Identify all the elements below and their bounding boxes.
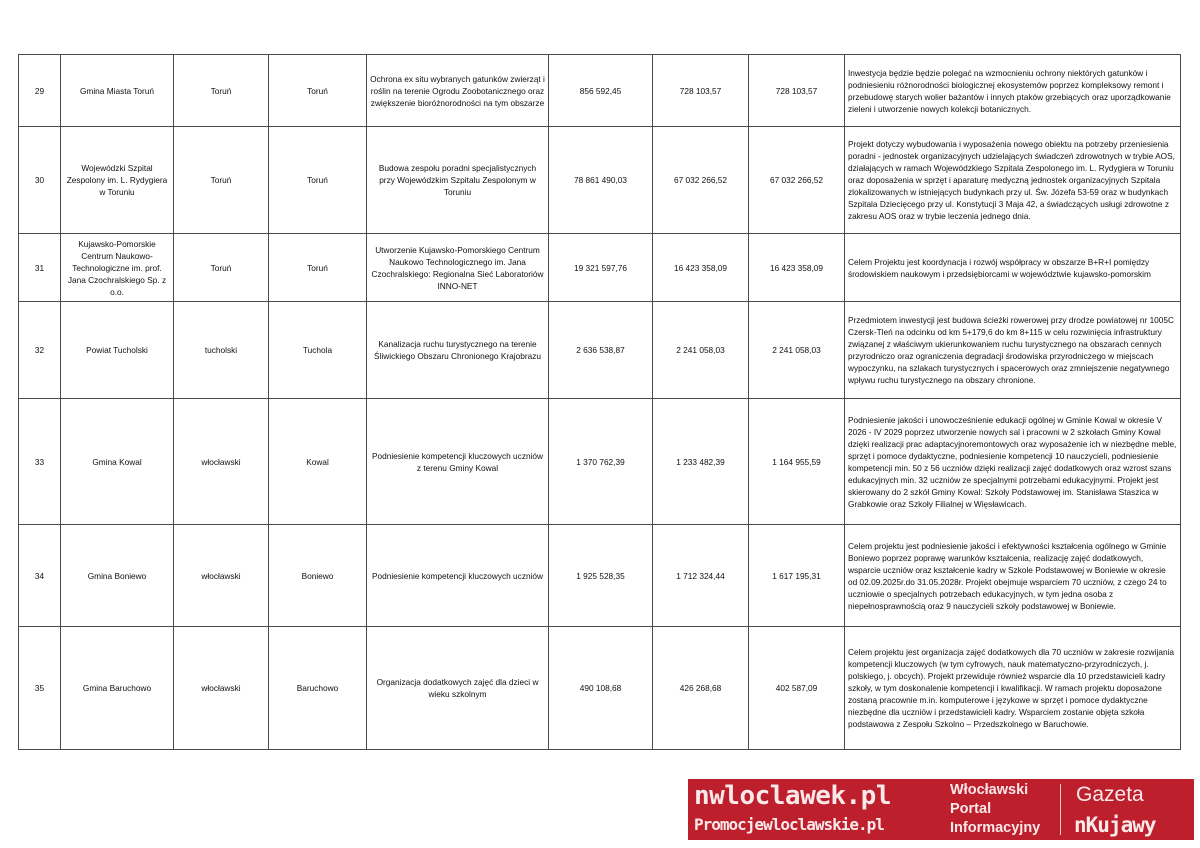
cofinancing-cell: 1 617 195,31 <box>749 525 845 627</box>
cofinancing-cell: 728 103,57 <box>749 55 845 127</box>
projects-table <box>18 54 1181 750</box>
cofinancing-cell: 2 241 058,03 <box>749 302 845 399</box>
eligible-cost-cell: 1 233 482,39 <box>653 399 749 525</box>
table-row <box>19 127 1181 234</box>
row-number: 31 <box>19 234 61 302</box>
beneficiary-cell: Kujawsko-Pomorskie Centrum Naukowo-Technologiczne im. prof. Jana Czochralskiego Sp. z o.o. <box>61 234 174 302</box>
total-cost-cell: 78 861 490,03 <box>549 127 653 234</box>
place-cell: Kowal <box>269 399 367 525</box>
total-cost-cell: 1 370 762,39 <box>549 399 653 525</box>
description-cell: Inwestycja będzie będzie polegać na wzmocnieniu ochrony niektórych gatunków i podniesieniu różnorodności biologicznej ekosystemów poprzez kompleksowy remont i przebudowę starych wolier bażantów i innych ptaków grzebiących oraz uporządkowanie zieleni i utworzenie nowych kolekcji botanicznych. <box>845 55 1181 127</box>
gazeta-name: nKujawy <box>1074 813 1156 837</box>
county-cell: Toruń <box>174 234 269 302</box>
place-cell: Boniewo <box>269 525 367 627</box>
project-title-cell: Organizacja dodatkowych zajęć dla dzieci w wieku szkolnym <box>367 627 549 750</box>
beneficiary-cell: Gmina Kowal <box>61 399 174 525</box>
watermark-banner <box>688 779 1194 840</box>
total-cost-cell: 1 925 528,35 <box>549 525 653 627</box>
county-cell: tucholski <box>174 302 269 399</box>
row-number: 34 <box>19 525 61 627</box>
total-cost-cell: 2 636 538,87 <box>549 302 653 399</box>
project-title-cell: Podniesienie kompetencji kluczowych uczniów z terenu Gminy Kowal <box>367 399 549 525</box>
beneficiary-cell: Powiat Tucholski <box>61 302 174 399</box>
row-number: 32 <box>19 302 61 399</box>
beneficiary-cell: Gmina Miasta Toruń <box>61 55 174 127</box>
project-title-cell: Podniesienie kompetencji kluczowych uczniów <box>367 525 549 627</box>
place-cell: Toruń <box>269 234 367 302</box>
row-number: 35 <box>19 627 61 750</box>
description-cell: Celem projektu jest organizacja zajęć dodatkowych dla 70 uczniów w zakresie rozwijania kompetencji kluczowych (w tym cyfrowych, nauk matematyczno-przyrodniczych, j. polskiego, j. obcych). Projekt przewiduje również wsparcie dla 10 przedstawicieli kadry szkoły, w tym doskonalenie kompetencji i kwalifikacji. W ramach projektu doposażone zostaną pracownie m.in. komputerowe i językowe w sprzęt i pomoce dydaktyczne niezbędne dla uczniów i przedstawicieli kadry. Wsparciem zostanie objęta szkoła podstawowa z Zespołu Szkolno – Przedszkolnego w Baruchowie. <box>845 627 1181 750</box>
portal-line: Informacyjny <box>950 820 1041 836</box>
nwloclawek-logo <box>688 779 942 840</box>
gazeta-label: Gazeta <box>1076 783 1144 806</box>
site-name: nwloclawek.pl <box>694 781 891 811</box>
place-cell: Baruchowo <box>269 627 367 750</box>
county-cell: Toruń <box>174 55 269 127</box>
total-cost-cell: 490 108,68 <box>549 627 653 750</box>
project-title-cell: Kanalizacja ruchu turystycznego na terenie Śliwickiego Obszaru Chronionego Krajobrazu <box>367 302 549 399</box>
table-body <box>19 55 1181 750</box>
row-number: 33 <box>19 399 61 525</box>
eligible-cost-cell: 728 103,57 <box>653 55 749 127</box>
beneficiary-cell: Gmina Baruchowo <box>61 627 174 750</box>
place-cell: Toruń <box>269 127 367 234</box>
total-cost-cell: 19 321 597,76 <box>549 234 653 302</box>
county-cell: włocławski <box>174 399 269 525</box>
table-row <box>19 627 1181 750</box>
table-row <box>19 234 1181 302</box>
eligible-cost-cell: 1 712 324,44 <box>653 525 749 627</box>
portal-line: Portal <box>950 801 992 817</box>
eligible-cost-cell: 16 423 358,09 <box>653 234 749 302</box>
total-cost-cell: 856 592,45 <box>549 55 653 127</box>
description-cell: Przedmiotem inwestycji jest budowa ścieżki rowerowej przy drodze powiatowej nr 1005C Czersk-Tleń na odcinku od km 5+179,6 do km 8+115 w celu rozwinięcia infrastruktury związanej z właściwym ukierunkowaniem ruchu turystycznego na obszarach cennych przyrodniczo oraz ograniczenia degradacji środowiska przyrodniczego w miejscach wypoczynku, na szlakach turystycznych i spacerowych oraz zmniejszenie negatywnego wpływu ruchu turystycznego na obszary chronione. <box>845 302 1181 399</box>
county-cell: Toruń <box>174 127 269 234</box>
beneficiary-cell: Wojewódzki Szpital Zespolony im. L. Rydygiera w Toruniu <box>61 127 174 234</box>
table-row <box>19 55 1181 127</box>
table-row <box>19 302 1181 399</box>
promo-site-name: Promocjewloclawskie.pl <box>694 815 884 834</box>
county-cell: włocławski <box>174 525 269 627</box>
county-cell: włocławski <box>174 627 269 750</box>
table-row <box>19 525 1181 627</box>
eligible-cost-cell: 426 268,68 <box>653 627 749 750</box>
description-cell: Celem projektu jest podniesienie jakości i efektywności kształcenia ogólnego w Gminie Boniewo poprzez poprawę warunków kształcenia, realizację zajęć dodatkowych, wsparcie uczniów oraz kształcenie kadry w Szkole Podstawowej w Boniewie w okresie od 02.09.2025r.do 31.05.2028r. Projekt obejmuje wsparciem 70 uczniów, z czego 24 to uczniowie o specjalnych potrzebach edukacyjnych, w tym jedna osoba z niepełnosprawnością oraz 9 nauczycieli szkoły podstawowej w Boniewie. <box>845 525 1181 627</box>
table-row <box>19 399 1181 525</box>
cofinancing-cell: 67 032 266,52 <box>749 127 845 234</box>
portal-line: Włocławski <box>950 782 1029 798</box>
project-title-cell: Ochrona ex situ wybranych gatunków zwierząt i roślin na terenie Ogrodu Zoobotanicznego oraz zwiększenie bioróżnorodności na tym obszarze <box>367 55 549 127</box>
eligible-cost-cell: 67 032 266,52 <box>653 127 749 234</box>
cofinancing-cell: 16 423 358,09 <box>749 234 845 302</box>
place-cell: Toruń <box>269 55 367 127</box>
cofinancing-cell: 1 164 955,59 <box>749 399 845 525</box>
banner-divider <box>1060 784 1061 835</box>
beneficiary-cell: Gmina Boniewo <box>61 525 174 627</box>
project-title-cell: Utworzenie Kujawsko-Pomorskiego Centrum Naukowo Technologicznego im. Jana Czochralskiego: Regionalna Sieć Laboratoriów INNO-NET <box>367 234 549 302</box>
description-cell: Projekt dotyczy wybudowania i wyposażenia nowego obiektu na potrzeby przeniesienia poradni - jednostek organizacyjnych udzielających świadczeń zdrowotnych w trybie AOS, działających w ramach Wojewódzkiego Szpitala Zespolonego im. L. Rydygiera w Toruniu oraz doposażenia w sprzęt i aparaturę medyczną jednostek organizacyjnych Szpitala zlokalizowanych w istniejących budynkach przy ul. Św. Józefa 53-59 oraz w budynkach Szpitala Dziecięcego przy ul. Konstytucji 3 Maja 42, a świadczących usługi zdrowotne z zakresu AOS oraz w trybie leczenia jednego dnia. <box>845 127 1181 234</box>
project-title-cell: Budowa zespołu poradni specjalistycznych przy Wojewódzkim Szpitalu Zespolonym w Toruniu <box>367 127 549 234</box>
description-cell: Podniesienie jakości i unowocześnienie edukacji ogólnej w Gminie Kowal w okresie V 2026 - IV 2029 poprzez utworzenie nowych sal i pracowni w 2 szkołach Gminy Kowal dzięki realizacji prac adaptacyjnoremontowych oraz wyposażenie ich w niezbędne meble, sprzęt i pomoce dydaktyczne, podniesienie kompetencji 10 nauczycieli, podniesienie kompetencji min. 50 z 56 uczniów dzięki realizacji zajęć dodatkowych oraz wzrost szans edukacyjnych min. 32 uczniów ze specjalnymi potrzebami edukacyjnymi. Projekt jest skierowany do 2 szkół Gminy Kowal: Szkoły Podstawowej im. Stanisława Staszica w Grabkowie oraz Szkoły Filialnej w Więsławicach. <box>845 399 1181 525</box>
portal-tagline <box>950 781 1060 838</box>
row-number: 29 <box>19 55 61 127</box>
place-cell: Tuchola <box>269 302 367 399</box>
cofinancing-cell: 402 587,09 <box>749 627 845 750</box>
row-number: 30 <box>19 127 61 234</box>
eligible-cost-cell: 2 241 058,03 <box>653 302 749 399</box>
description-cell: Celem Projektu jest koordynacja i rozwój współpracy w obszarze B+R+I pomiędzy środowiskiem naukowym i przedsiębiorcami w województwie kujawsko-pomorskim <box>845 234 1181 302</box>
